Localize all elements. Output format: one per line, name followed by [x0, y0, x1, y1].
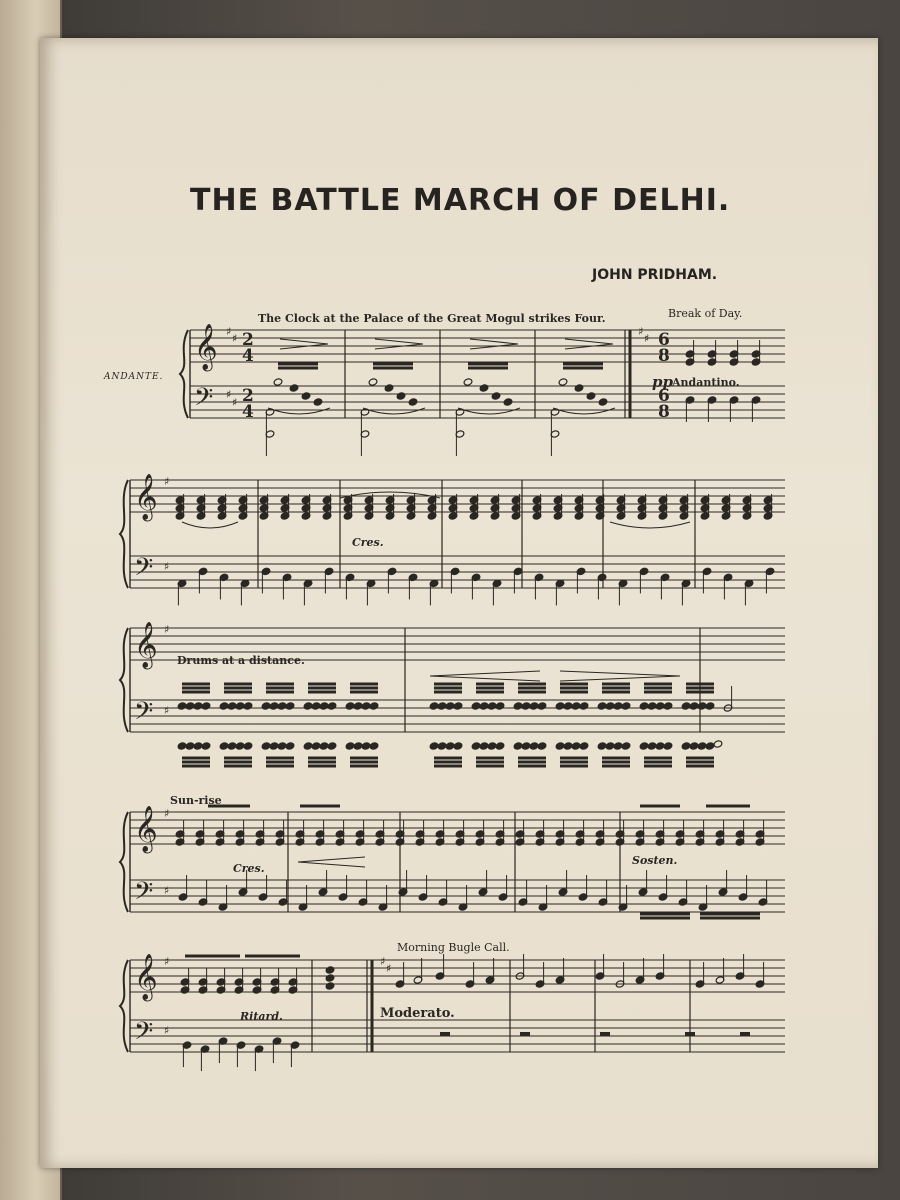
note — [353, 702, 363, 710]
note — [465, 962, 475, 988]
note — [555, 702, 565, 710]
bass-clef-icon: 𝄢 — [134, 877, 154, 912]
treble-clef-icon: 𝄞 — [134, 622, 158, 668]
note — [478, 870, 488, 896]
note — [177, 742, 187, 750]
sharp-icon: ♯ — [638, 325, 644, 338]
note — [219, 702, 229, 710]
note — [265, 430, 275, 456]
bugle-call-label: Morning Bugle Call. — [397, 941, 510, 954]
note — [319, 702, 329, 710]
note — [413, 958, 423, 984]
cres-label-1: Cres. — [352, 536, 384, 549]
note — [455, 408, 465, 434]
note — [272, 1037, 282, 1063]
note — [503, 398, 513, 406]
note — [613, 742, 623, 750]
note — [758, 880, 768, 906]
note — [265, 408, 275, 434]
sharp-icon: ♯ — [380, 955, 386, 968]
note — [408, 573, 418, 599]
note — [535, 962, 545, 988]
note — [361, 702, 371, 710]
note — [471, 702, 481, 710]
note — [429, 702, 439, 710]
slur — [363, 408, 425, 414]
brace — [180, 330, 188, 418]
intro-caption: The Clock at the Palace of the Great Mogul strikes Four. — [258, 312, 606, 325]
note — [201, 742, 211, 750]
note — [273, 378, 283, 386]
note — [744, 579, 754, 605]
sharp-icon: ♯ — [164, 704, 170, 717]
note — [555, 742, 565, 750]
note — [537, 702, 547, 710]
note — [227, 702, 237, 710]
note — [550, 430, 560, 456]
time-signature: 4 — [242, 346, 254, 366]
note — [243, 702, 253, 710]
note — [579, 742, 589, 750]
note — [718, 870, 728, 896]
staff-treble — [130, 960, 785, 992]
note — [463, 378, 473, 386]
note — [479, 384, 489, 392]
sharp-icon: ♯ — [232, 396, 238, 409]
note — [534, 573, 544, 599]
treble-clef-icon: 𝄞 — [134, 474, 158, 520]
note — [218, 1037, 228, 1063]
slur — [553, 408, 615, 414]
sharp-icon: ♯ — [164, 884, 170, 897]
note — [492, 579, 502, 605]
brace — [120, 628, 128, 732]
note — [555, 579, 565, 605]
sharp-icon: ♯ — [164, 560, 170, 573]
brace — [120, 812, 128, 912]
note — [369, 702, 379, 710]
note — [598, 398, 608, 406]
note — [408, 398, 418, 406]
note — [235, 742, 245, 750]
note — [437, 742, 447, 750]
note — [571, 742, 581, 750]
note — [301, 392, 311, 400]
note — [621, 742, 631, 750]
moderato-label: Moderato. — [380, 1006, 455, 1021]
note — [219, 573, 229, 599]
sosten-label: Sosten. — [632, 854, 678, 867]
note — [598, 880, 608, 906]
note — [521, 702, 531, 710]
note — [396, 392, 406, 400]
note — [647, 702, 657, 710]
note — [327, 702, 337, 710]
note — [663, 702, 673, 710]
note — [563, 742, 573, 750]
note — [198, 880, 208, 906]
bass-clef-icon: 𝄢 — [134, 697, 154, 732]
note — [697, 702, 707, 710]
note — [698, 885, 708, 911]
note — [290, 1041, 300, 1067]
note — [429, 579, 439, 605]
sharp-icon: ♯ — [386, 962, 392, 975]
note — [177, 579, 187, 605]
note — [429, 742, 439, 750]
note — [366, 579, 376, 605]
note — [495, 702, 505, 710]
slur — [268, 408, 330, 414]
slur — [182, 522, 238, 528]
note — [261, 702, 271, 710]
note — [437, 702, 447, 710]
note — [325, 974, 335, 982]
note — [705, 742, 715, 750]
note — [705, 702, 715, 710]
tempo-andante: ANDANTE. — [104, 372, 164, 382]
note — [586, 392, 596, 400]
composer-name: JOHN PRIDHAM. — [592, 267, 718, 283]
note — [369, 742, 379, 750]
note — [663, 742, 673, 750]
hairpin — [470, 339, 518, 349]
note — [453, 702, 463, 710]
sharp-icon: ♯ — [164, 1024, 170, 1037]
note — [471, 742, 481, 750]
note — [605, 742, 615, 750]
note — [678, 880, 688, 906]
sharp-icon: ♯ — [164, 623, 170, 636]
note — [319, 742, 329, 750]
note — [345, 573, 355, 599]
hairpin — [565, 339, 613, 349]
note — [303, 579, 313, 605]
note — [261, 742, 271, 750]
note — [655, 742, 665, 750]
note — [621, 702, 631, 710]
note — [285, 702, 295, 710]
note — [277, 742, 287, 750]
note — [689, 742, 699, 750]
note — [605, 702, 615, 710]
treble-clef-icon: 𝄞 — [194, 324, 218, 370]
sunrise-label: Sun-rise — [170, 794, 222, 807]
note — [597, 742, 607, 750]
note — [219, 742, 229, 750]
note — [697, 742, 707, 750]
time-signature: 6 — [658, 330, 670, 350]
note — [538, 885, 548, 911]
note — [395, 962, 405, 988]
note — [574, 384, 584, 392]
treble-clef-icon: 𝄞 — [134, 806, 158, 852]
note-marks — [175, 339, 775, 1071]
time-signature: 8 — [658, 402, 670, 422]
note — [660, 573, 670, 599]
treble-clef-icon: 𝄞 — [134, 954, 158, 1000]
note — [571, 702, 581, 710]
note — [487, 702, 497, 710]
note — [236, 1041, 246, 1067]
note — [285, 742, 295, 750]
hairpin — [375, 339, 423, 349]
brace — [120, 960, 128, 1052]
rest-icon — [685, 1032, 695, 1036]
note — [182, 1041, 192, 1067]
note — [201, 702, 211, 710]
note — [595, 954, 605, 980]
time-signature: 8 — [658, 346, 670, 366]
staff-treble — [190, 330, 785, 362]
sharp-icon: ♯ — [164, 955, 170, 968]
note — [303, 702, 313, 710]
rest-icon — [740, 1032, 750, 1036]
sharp-icon: ♯ — [164, 807, 170, 820]
note — [254, 1045, 264, 1071]
slur — [458, 408, 520, 414]
note — [318, 870, 328, 896]
note — [689, 702, 699, 710]
staff-bass — [190, 386, 785, 418]
note — [513, 742, 523, 750]
note — [755, 962, 765, 988]
note — [193, 742, 203, 750]
note — [269, 702, 279, 710]
note — [655, 954, 665, 980]
bass-clef-icon: 𝄢 — [134, 553, 154, 588]
note — [177, 702, 187, 710]
hairpin — [298, 857, 365, 867]
sharp-icon: ♯ — [232, 332, 238, 345]
note — [235, 702, 245, 710]
note — [723, 573, 733, 599]
note — [311, 742, 321, 750]
note — [289, 384, 299, 392]
sharp-icon: ♯ — [226, 325, 232, 338]
note — [579, 702, 589, 710]
note — [618, 579, 628, 605]
note — [487, 742, 497, 750]
note — [479, 742, 489, 750]
note — [491, 392, 501, 400]
note — [325, 982, 335, 990]
note — [495, 742, 505, 750]
note — [445, 702, 455, 710]
note — [298, 885, 308, 911]
rest-icon — [600, 1032, 610, 1036]
note — [521, 742, 531, 750]
note — [185, 742, 195, 750]
note — [218, 885, 228, 911]
note — [453, 742, 463, 750]
note — [458, 885, 468, 911]
note — [471, 573, 481, 599]
cres-label-2: Cres. — [233, 862, 265, 875]
note — [597, 702, 607, 710]
note — [479, 702, 489, 710]
note — [715, 958, 725, 984]
note — [361, 742, 371, 750]
hairpin — [560, 671, 680, 681]
note — [282, 573, 292, 599]
note — [597, 573, 607, 599]
note — [303, 742, 313, 750]
note — [200, 1045, 210, 1071]
note — [278, 880, 288, 906]
time-signature: 2 — [242, 330, 254, 350]
note — [185, 702, 195, 710]
note — [353, 742, 363, 750]
note — [513, 702, 523, 710]
note — [269, 742, 279, 750]
hairpin — [430, 671, 540, 681]
note — [193, 702, 203, 710]
note — [325, 966, 335, 974]
note — [563, 702, 573, 710]
note — [713, 740, 723, 748]
slur — [610, 522, 690, 528]
note — [635, 958, 645, 984]
note — [681, 579, 691, 605]
page-title: THE BATTLE MARCH OF DELHI. — [190, 183, 731, 218]
note — [681, 702, 691, 710]
note — [438, 880, 448, 906]
note — [518, 880, 528, 906]
note — [384, 384, 394, 392]
note — [311, 702, 321, 710]
note — [327, 742, 337, 750]
drums-label: Drums at a distance. — [177, 654, 305, 667]
note — [647, 742, 657, 750]
note — [277, 702, 287, 710]
note — [360, 430, 370, 456]
note — [345, 702, 355, 710]
note — [360, 408, 370, 434]
note — [240, 579, 250, 605]
note — [639, 702, 649, 710]
rest-icon — [520, 1032, 530, 1036]
ritard-label: Ritard. — [240, 1010, 283, 1023]
bass-clef-icon: 𝄢 — [134, 1017, 154, 1052]
note — [613, 702, 623, 710]
note — [681, 742, 691, 750]
rest-icon — [440, 1032, 450, 1036]
sharp-icon: ♯ — [644, 332, 650, 345]
note — [485, 958, 495, 984]
time-signature: 4 — [242, 402, 254, 422]
note — [558, 378, 568, 386]
note — [638, 870, 648, 896]
note — [695, 962, 705, 988]
note — [358, 880, 368, 906]
time-signature: 2 — [242, 386, 254, 406]
note — [555, 958, 565, 984]
note — [529, 742, 539, 750]
note — [529, 702, 539, 710]
note — [735, 954, 745, 980]
note — [435, 954, 445, 980]
note — [368, 378, 378, 386]
note — [243, 742, 253, 750]
dynamic-pp: pp — [652, 373, 673, 391]
note — [313, 398, 323, 406]
note — [445, 742, 455, 750]
break-of-day-label: Break of Day. — [668, 307, 743, 320]
note — [537, 742, 547, 750]
sharp-icon: ♯ — [164, 475, 170, 488]
note — [550, 408, 560, 434]
time-signature: 6 — [658, 386, 670, 406]
note — [655, 702, 665, 710]
note — [227, 742, 237, 750]
note — [639, 742, 649, 750]
note — [455, 430, 465, 456]
note — [378, 885, 388, 911]
sharp-icon: ♯ — [226, 388, 232, 401]
brace — [120, 480, 128, 588]
note — [345, 742, 355, 750]
andantino-label: Andantino. — [672, 376, 740, 389]
note — [558, 870, 568, 896]
bass-clef-icon: 𝄢 — [194, 383, 214, 418]
hairpin — [280, 339, 328, 349]
